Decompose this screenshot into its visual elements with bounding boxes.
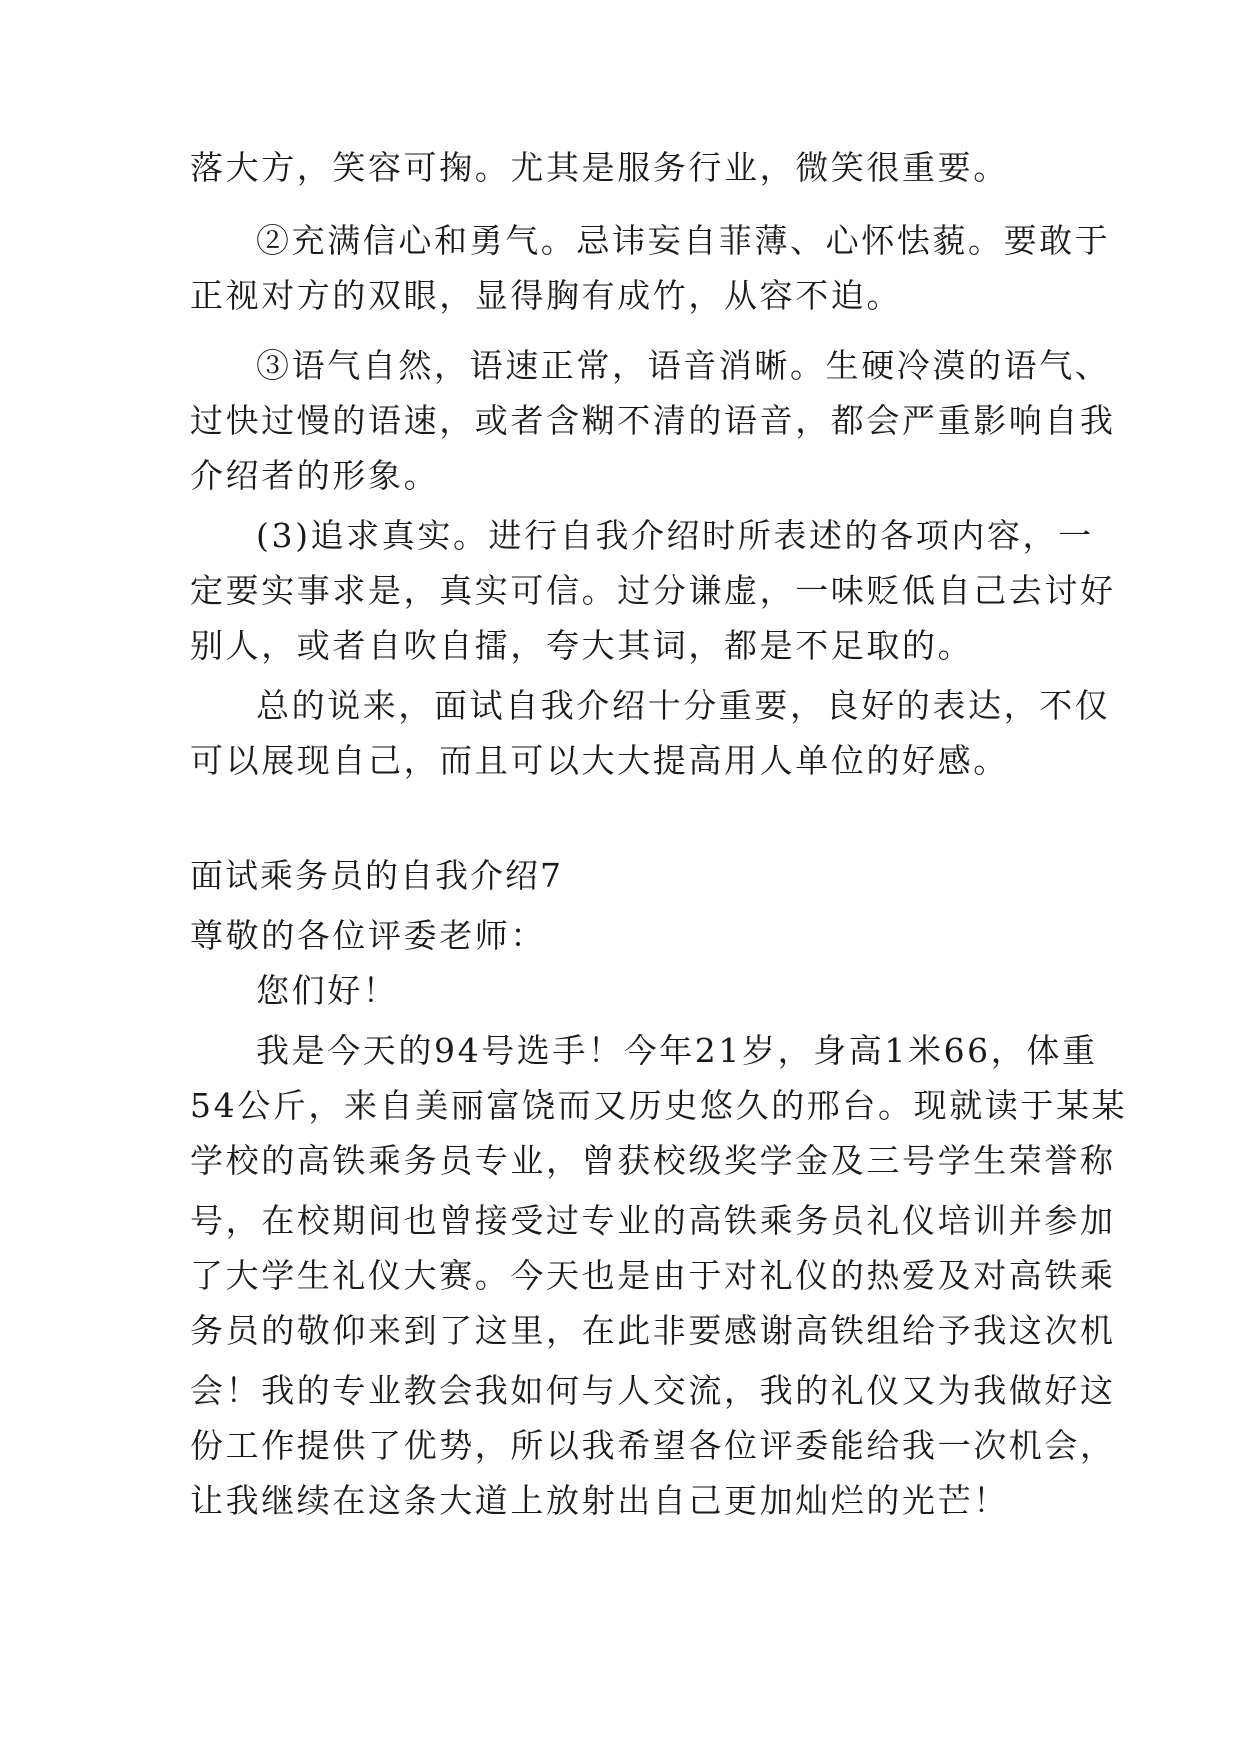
- paragraph-line: 介绍者的形象。: [190, 456, 440, 495]
- paragraph-line: ②充满信心和勇气。忌讳妄自菲薄、心怀怯藐。要敢于: [256, 221, 1111, 260]
- paragraph-line: 别人，或者自吹自擂，夸大其词，都是不足取的。: [190, 626, 974, 665]
- paragraph-line: 会！我的专业教会我如何与人交流，我的礼仪又为我做好这: [190, 1371, 1116, 1410]
- paragraph-line: 学校的高铁乘务员专业，曾获校级奖学金及三号学生荣誉称: [190, 1141, 1116, 1180]
- paragraph-line: 我是今天的94号选手！今年21岁，身高1米66，体重: [256, 1031, 1098, 1070]
- salutation: 尊敬的各位评委老师：: [190, 916, 546, 955]
- paragraph-line: 54公斤，来自美丽富饶而又历史悠久的邢台。现就读于某某: [190, 1086, 1128, 1125]
- paragraph-line: ③语气自然，语速正常，语音消晰。生硬冷漠的语气、: [256, 346, 1111, 385]
- paragraph-line: 务员的敬仰来到了这里，在此非要感谢高铁组给予我这次机: [190, 1311, 1116, 1350]
- paragraph-line: 可以展现自己，而且可以大大提高用人单位的好感。: [190, 741, 1009, 780]
- paragraph-line: 总的说来，面试自我介绍十分重要，良好的表达，不仅: [256, 686, 1111, 725]
- paragraph-line: 过快过慢的语速，或者含糊不清的语音，都会严重影响自我: [190, 401, 1116, 440]
- paragraph-line: 份工作提供了优势，所以我希望各位评委能给我一次机会，: [190, 1426, 1116, 1465]
- greeting: 您们好！: [256, 971, 399, 1010]
- paragraph-line: 定要实事求是，真实可信。过分谦虚，一味贬低自己去讨好: [190, 571, 1116, 610]
- section-title: 面试乘务员的自我介绍7: [190, 856, 563, 895]
- paragraph-line: 了大学生礼仪大赛。今天也是由于对礼仪的热爱及对高铁乘: [190, 1256, 1116, 1295]
- paragraph-line: 让我继续在这条大道上放射出自己更加灿烂的光芒！: [190, 1481, 1009, 1520]
- paragraph-line: 号，在校期间也曾接受过专业的高铁乘务员礼仪培训并参加: [190, 1201, 1116, 1240]
- paragraph-line: (3)追求真实。进行自我介绍时所表述的各项内容，一: [256, 516, 1094, 555]
- paragraph-line: 正视对方的双眼，显得胸有成竹，从容不迫。: [190, 276, 902, 315]
- paragraph-line: 落大方，笑容可掬。尤其是服务行业，微笑很重要。: [190, 148, 1009, 187]
